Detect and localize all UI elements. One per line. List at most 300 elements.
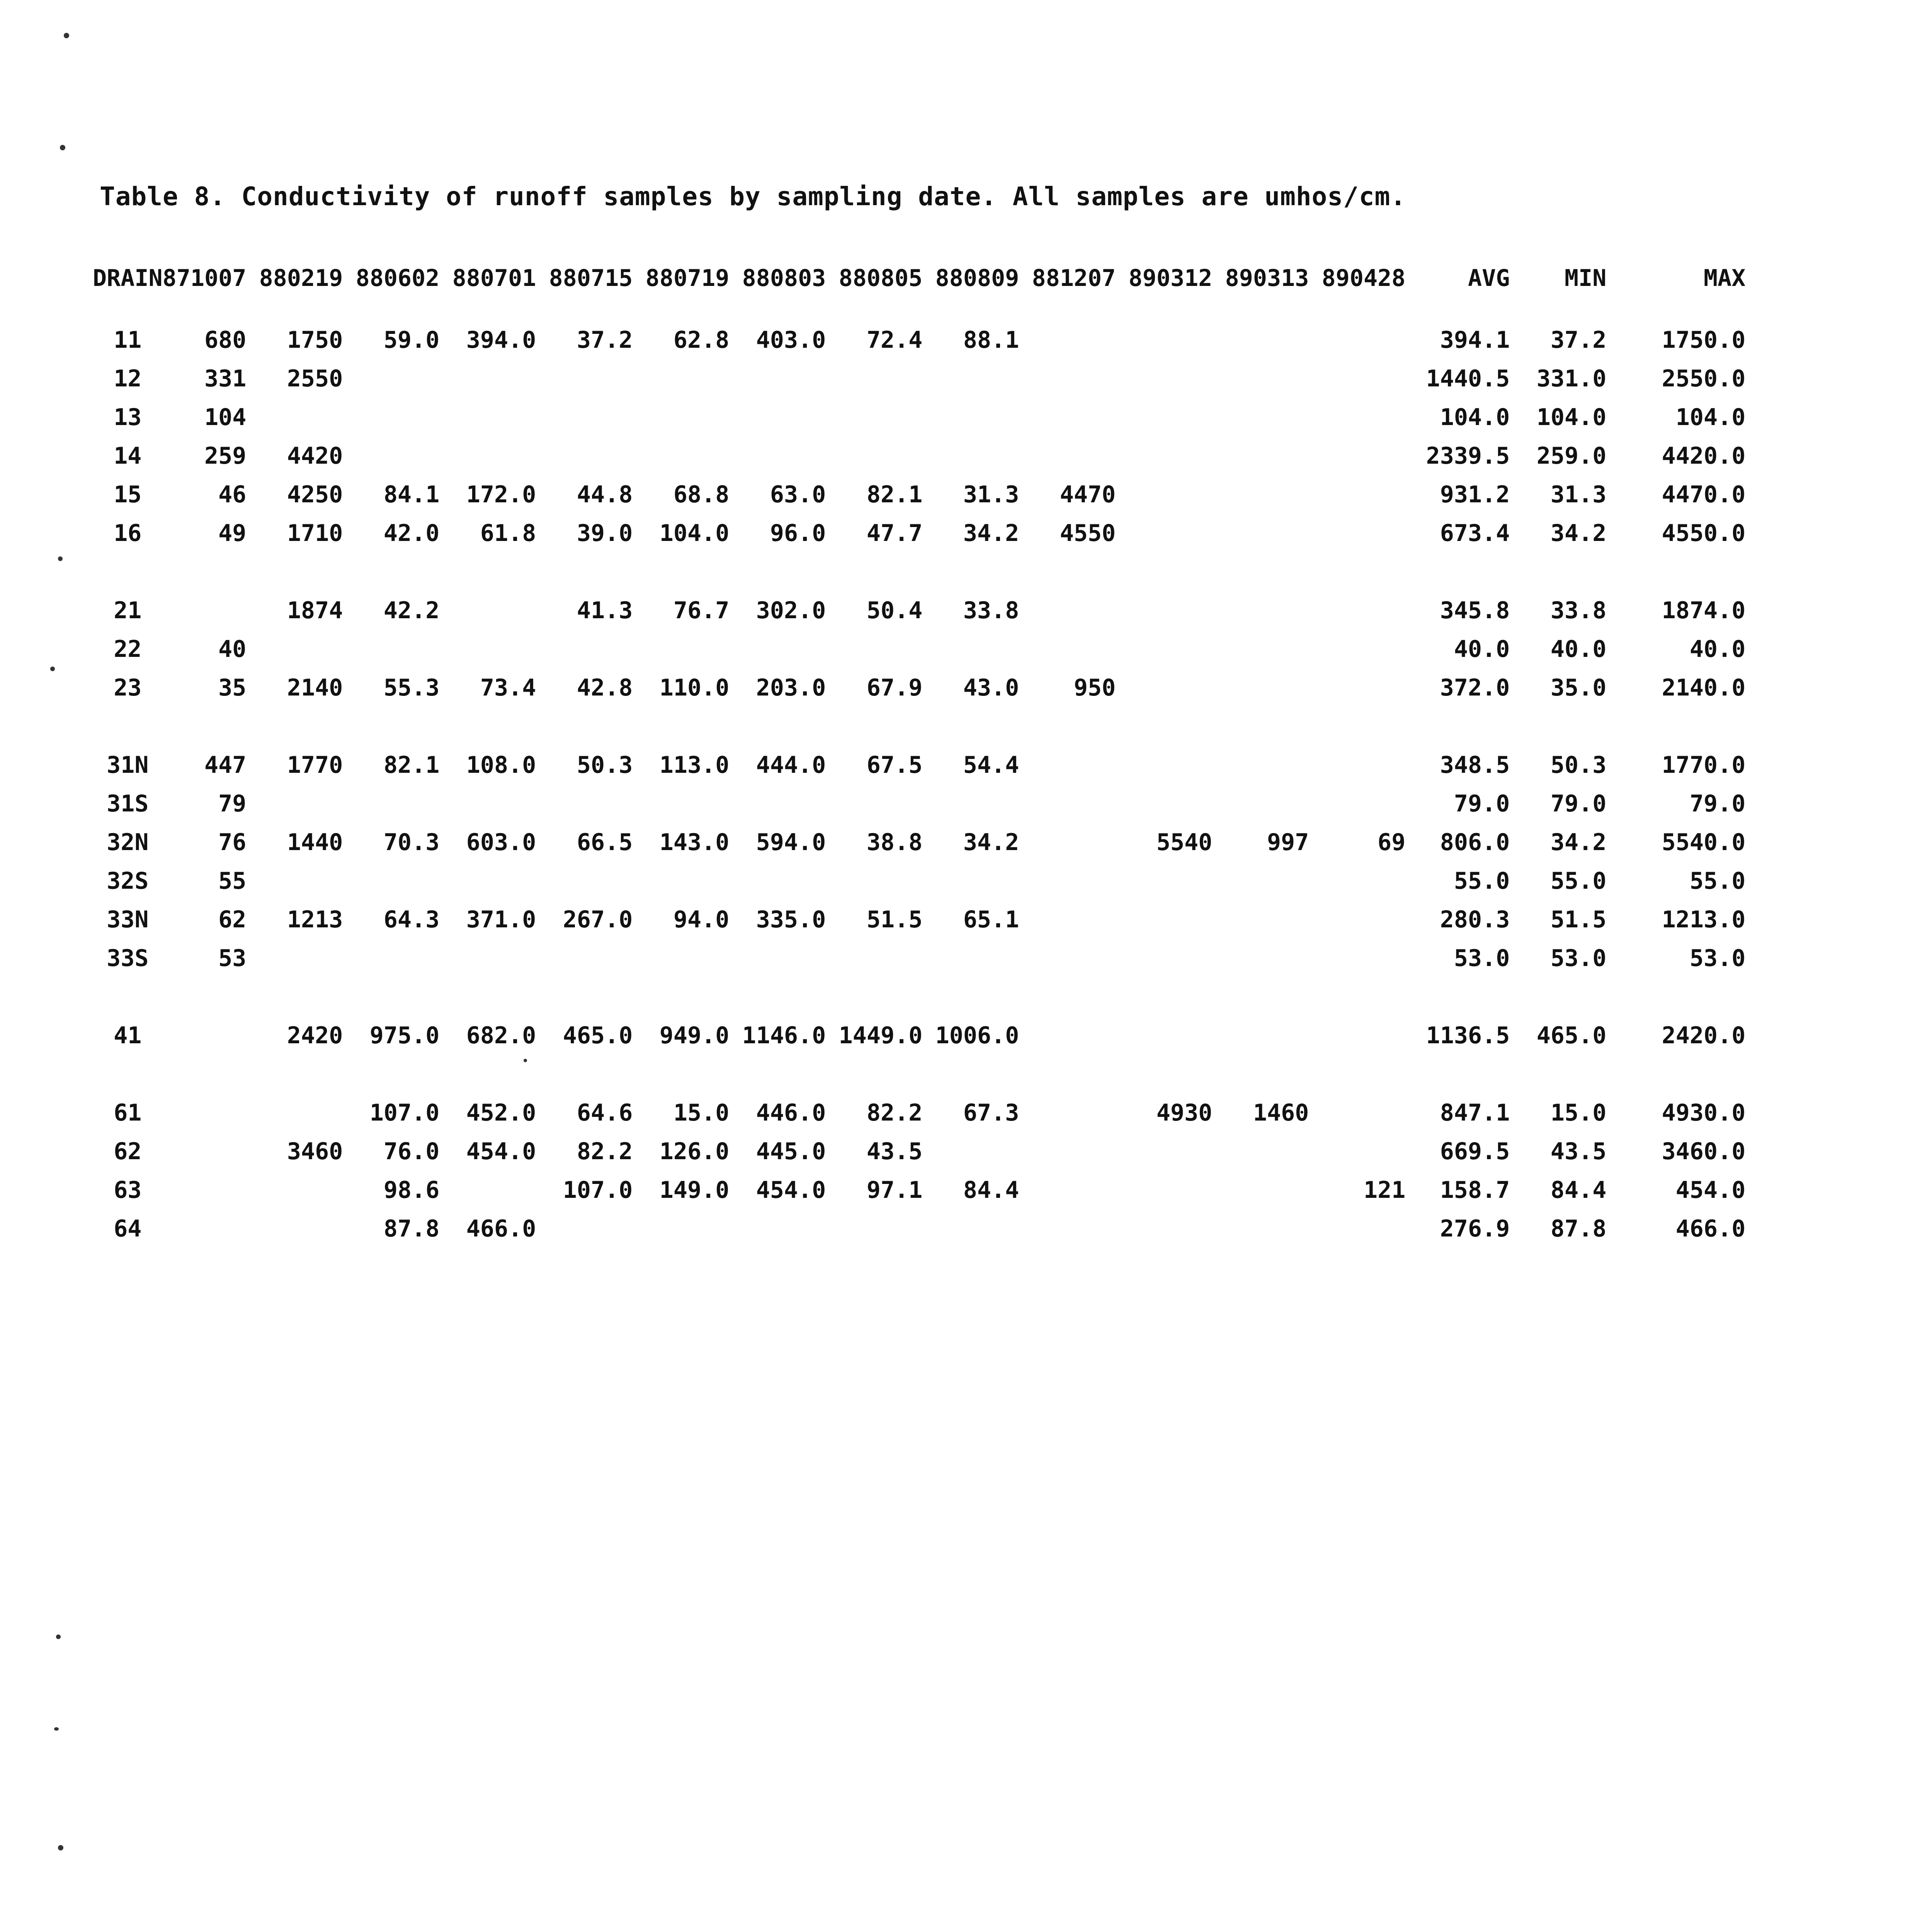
value-cell: 104.0 <box>1675 404 1746 431</box>
scan-speck <box>50 667 55 671</box>
value-cell <box>1116 939 1212 978</box>
value-cell: 4930.0 <box>1662 1099 1746 1126</box>
value-cell: 53.0 <box>1689 945 1746 972</box>
value-cell <box>1212 591 1309 630</box>
value-cell <box>1019 784 1116 823</box>
value-cell <box>729 784 826 823</box>
value-cell <box>343 939 439 978</box>
value-cell <box>1116 630 1212 668</box>
group-spacer <box>93 707 1745 746</box>
value-cell <box>246 1209 343 1248</box>
value-cell: 345.8 <box>1440 597 1510 624</box>
value-cell <box>246 1171 343 1209</box>
value-cell: 1136.5 <box>1426 1022 1510 1049</box>
value-cell <box>1019 398 1116 437</box>
value-cell <box>1116 475 1212 514</box>
drain-cell: 32S <box>107 867 149 895</box>
value-cell: 70.3 <box>383 829 440 856</box>
value-cell <box>163 1209 247 1248</box>
value-cell <box>343 437 439 475</box>
value-cell: 444.0 <box>756 752 826 779</box>
value-cell <box>1116 746 1212 784</box>
table-row <box>93 900 1745 939</box>
value-cell: 682.0 <box>466 1022 536 1049</box>
value-cell: 63.0 <box>770 481 826 508</box>
value-cell: 82.1 <box>383 752 440 779</box>
value-cell: 104.0 <box>1440 404 1510 431</box>
value-cell: 82.1 <box>866 481 923 508</box>
col-header: 880219 <box>259 265 343 292</box>
value-cell <box>826 1209 922 1248</box>
value-cell: 79.0 <box>1550 790 1607 817</box>
value-cell: 2550.0 <box>1662 365 1746 392</box>
drain-cell: 13 <box>114 404 142 431</box>
value-cell: 680 <box>204 327 247 354</box>
value-cell <box>1309 784 1405 823</box>
value-cell: 158.7 <box>1440 1177 1510 1204</box>
table-row <box>93 514 1745 553</box>
value-cell: 446.0 <box>756 1099 826 1126</box>
value-cell: 5540.0 <box>1662 829 1746 856</box>
drain-cell: 12 <box>114 365 142 392</box>
value-cell: 121 <box>1364 1177 1406 1204</box>
value-cell <box>536 398 633 437</box>
value-cell <box>1116 398 1212 437</box>
drain-cell: 41 <box>114 1022 142 1049</box>
scan-speck <box>64 33 69 38</box>
drain-cell: 16 <box>114 520 142 547</box>
table-row <box>93 1171 1745 1209</box>
value-cell: 669.5 <box>1440 1138 1510 1165</box>
value-cell: 43.0 <box>963 674 1019 701</box>
value-cell <box>826 398 922 437</box>
table-row <box>93 862 1745 900</box>
value-cell: 50.3 <box>577 752 633 779</box>
value-cell <box>1309 900 1405 939</box>
table-caption: Table 8. Conductivity of runoff samples by sampling date. All samples are umhos/cm. <box>100 182 1406 211</box>
value-cell <box>729 437 826 475</box>
value-cell: 394.1 <box>1440 327 1510 354</box>
value-cell: 4550 <box>1060 520 1116 547</box>
value-cell: 76.0 <box>383 1138 440 1165</box>
value-cell: 950 <box>1074 674 1116 701</box>
value-cell <box>1019 359 1116 398</box>
value-cell <box>633 784 729 823</box>
table-row <box>93 1132 1745 1171</box>
value-cell <box>633 630 729 668</box>
value-cell <box>343 784 439 823</box>
value-cell <box>1116 359 1212 398</box>
value-cell <box>1309 746 1405 784</box>
scan-speck <box>54 1727 59 1731</box>
value-cell <box>1116 514 1212 553</box>
table-row <box>93 939 1745 978</box>
value-cell: 40.0 <box>1454 636 1510 663</box>
col-header: DRAIN <box>93 265 163 292</box>
value-cell: 465.0 <box>1536 1022 1607 1049</box>
value-cell: 4550.0 <box>1662 520 1746 547</box>
value-cell: 454.0 <box>466 1138 536 1165</box>
value-cell <box>343 359 439 398</box>
value-cell: 445.0 <box>756 1138 826 1165</box>
value-cell: 67.9 <box>866 674 923 701</box>
value-cell: 51.5 <box>866 906 923 933</box>
value-cell: 107.0 <box>369 1099 440 1126</box>
value-cell: 40 <box>218 636 247 663</box>
value-cell: 68.8 <box>673 481 730 508</box>
value-cell: 113.0 <box>659 752 730 779</box>
value-cell <box>1309 1094 1405 1132</box>
value-cell: 88.1 <box>963 327 1019 354</box>
value-cell <box>633 437 729 475</box>
value-cell: 69 <box>1378 829 1406 856</box>
value-cell <box>1212 784 1309 823</box>
value-cell: 348.5 <box>1440 752 1510 779</box>
value-cell: 72.4 <box>866 327 923 354</box>
value-cell <box>1116 1209 1212 1248</box>
drain-cell: 31N <box>107 752 149 779</box>
value-cell: 4250 <box>287 481 343 508</box>
value-cell: 38.8 <box>866 829 923 856</box>
col-header: AVG <box>1468 265 1510 292</box>
value-cell: 46 <box>218 481 247 508</box>
value-cell: 55 <box>218 867 247 895</box>
drain-cell: 63 <box>114 1177 142 1204</box>
value-cell <box>633 939 729 978</box>
value-cell <box>1116 591 1212 630</box>
value-cell <box>246 784 343 823</box>
value-cell <box>1212 1132 1309 1171</box>
value-cell <box>826 939 922 978</box>
value-cell <box>1019 1016 1116 1055</box>
drain-cell: 31S <box>107 790 149 817</box>
col-header: 880803 <box>742 265 826 292</box>
value-cell <box>1116 668 1212 707</box>
value-cell <box>163 1171 247 1209</box>
value-cell <box>246 398 343 437</box>
value-cell: 53.0 <box>1550 945 1607 972</box>
value-cell <box>343 630 439 668</box>
value-cell <box>1212 939 1309 978</box>
value-cell: 2140 <box>287 674 343 701</box>
table-row <box>93 668 1745 707</box>
value-cell <box>1212 321 1309 359</box>
table-row <box>93 321 1745 359</box>
value-cell: 42.2 <box>383 597 440 624</box>
table-row <box>93 823 1745 862</box>
value-cell: 84.4 <box>1550 1177 1607 1204</box>
value-cell: 2140.0 <box>1662 674 1746 701</box>
value-cell: 33.8 <box>1550 597 1607 624</box>
value-cell: 104.0 <box>659 520 730 547</box>
value-cell: 2339.5 <box>1426 442 1510 469</box>
value-cell: 1750 <box>287 327 343 354</box>
value-cell <box>826 784 922 823</box>
value-cell <box>1309 359 1405 398</box>
value-cell: 1874 <box>287 597 343 624</box>
value-cell: 104 <box>204 404 247 431</box>
table-row <box>93 1209 1745 1248</box>
drain-cell: 23 <box>114 674 142 701</box>
table-row <box>93 746 1745 784</box>
value-cell <box>1019 437 1116 475</box>
value-cell <box>1309 939 1405 978</box>
value-cell <box>922 398 1019 437</box>
value-cell: 3460 <box>287 1138 343 1165</box>
col-header: MIN <box>1565 265 1607 292</box>
col-header: 880701 <box>452 265 536 292</box>
value-cell <box>439 1171 536 1209</box>
value-cell: 372.0 <box>1440 674 1510 701</box>
value-cell: 1750.0 <box>1662 327 1746 354</box>
value-cell <box>439 359 536 398</box>
table-row <box>93 1094 1745 1132</box>
value-cell <box>1019 939 1116 978</box>
value-cell: 50.4 <box>866 597 923 624</box>
value-cell: 331.0 <box>1536 365 1607 392</box>
value-cell: 55.3 <box>383 674 440 701</box>
value-cell <box>1309 475 1405 514</box>
value-cell: 40.0 <box>1550 636 1607 663</box>
value-cell <box>1019 1171 1116 1209</box>
value-cell: 39.0 <box>577 520 633 547</box>
value-cell: 447 <box>204 752 247 779</box>
value-cell <box>1019 1209 1116 1248</box>
value-cell: 5540 <box>1156 829 1213 856</box>
col-header: 880805 <box>838 265 923 292</box>
value-cell <box>1309 630 1405 668</box>
value-cell: 34.2 <box>1550 829 1607 856</box>
value-cell <box>1309 1016 1405 1055</box>
group-spacer <box>93 1055 1745 1094</box>
header-spacer <box>93 298 1745 321</box>
value-cell: 975.0 <box>369 1022 440 1049</box>
value-cell: 1460 <box>1253 1099 1309 1126</box>
value-cell <box>1019 746 1116 784</box>
col-header: 890312 <box>1128 265 1213 292</box>
col-header: 880809 <box>935 265 1019 292</box>
value-cell: 108.0 <box>466 752 536 779</box>
col-header: MAX <box>1704 265 1746 292</box>
value-cell <box>826 437 922 475</box>
value-cell: 42.0 <box>383 520 440 547</box>
value-cell <box>439 591 536 630</box>
value-cell <box>1212 630 1309 668</box>
value-cell <box>1309 668 1405 707</box>
value-cell <box>536 359 633 398</box>
value-cell <box>1019 1094 1116 1132</box>
value-cell: 34.2 <box>963 829 1019 856</box>
value-cell: 107.0 <box>563 1177 633 1204</box>
scan-speck <box>524 1059 527 1062</box>
value-cell: 79.0 <box>1454 790 1510 817</box>
col-header: 890313 <box>1225 265 1309 292</box>
value-cell: 465.0 <box>563 1022 633 1049</box>
drain-cell: 62 <box>114 1138 142 1165</box>
value-cell: 276.9 <box>1440 1215 1510 1242</box>
value-cell: 454.0 <box>756 1177 826 1204</box>
value-cell <box>1212 1171 1309 1209</box>
value-cell: 104.0 <box>1536 404 1607 431</box>
value-cell: 40.0 <box>1689 636 1746 663</box>
value-cell <box>246 862 343 900</box>
value-cell: 73.4 <box>480 674 536 701</box>
col-header: 871007 <box>162 265 247 292</box>
value-cell <box>826 630 922 668</box>
value-cell <box>536 862 633 900</box>
value-cell <box>1116 321 1212 359</box>
value-cell: 67.3 <box>963 1099 1019 1126</box>
value-cell: 259 <box>204 442 247 469</box>
value-cell <box>1019 591 1116 630</box>
value-cell: 1449.0 <box>838 1022 923 1049</box>
value-cell <box>1309 437 1405 475</box>
value-cell: 15.0 <box>673 1099 730 1126</box>
scan-speck <box>58 556 63 561</box>
value-cell <box>1212 359 1309 398</box>
table-row <box>93 784 1745 823</box>
header-row <box>93 259 1745 298</box>
value-cell: 2420 <box>287 1022 343 1049</box>
value-cell <box>163 1094 247 1132</box>
value-cell: 47.7 <box>866 520 923 547</box>
value-cell: 1874.0 <box>1662 597 1746 624</box>
value-cell <box>439 784 536 823</box>
value-cell: 673.4 <box>1440 520 1510 547</box>
value-cell <box>922 1209 1019 1248</box>
value-cell: 98.6 <box>383 1177 440 1204</box>
value-cell <box>1212 398 1309 437</box>
drain-cell: 64 <box>114 1215 142 1242</box>
value-cell <box>1212 437 1309 475</box>
value-cell: 149.0 <box>659 1177 730 1204</box>
table-row <box>93 359 1745 398</box>
value-cell: 79 <box>218 790 247 817</box>
value-cell: 53 <box>218 945 247 972</box>
value-cell: 55.0 <box>1454 867 1510 895</box>
value-cell: 61.8 <box>480 520 536 547</box>
value-cell: 452.0 <box>466 1099 536 1126</box>
value-cell: 37.2 <box>577 327 633 354</box>
value-cell <box>439 862 536 900</box>
value-cell <box>633 398 729 437</box>
value-cell: 371.0 <box>466 906 536 933</box>
value-cell: 96.0 <box>770 520 826 547</box>
value-cell: 87.8 <box>383 1215 440 1242</box>
value-cell: 37.2 <box>1550 327 1607 354</box>
value-cell <box>729 398 826 437</box>
value-cell <box>1019 321 1116 359</box>
value-cell <box>536 784 633 823</box>
value-cell <box>633 862 729 900</box>
value-cell: 594.0 <box>756 829 826 856</box>
value-cell: 302.0 <box>756 597 826 624</box>
value-cell: 43.5 <box>866 1138 923 1165</box>
value-cell: 53.0 <box>1454 945 1510 972</box>
value-cell: 1146.0 <box>742 1022 826 1049</box>
table-body <box>93 298 1745 1248</box>
value-cell <box>1212 668 1309 707</box>
value-cell: 55.0 <box>1550 867 1607 895</box>
value-cell: 454.0 <box>1675 1177 1746 1204</box>
value-cell: 66.5 <box>577 829 633 856</box>
value-cell <box>1019 1132 1116 1171</box>
value-cell: 34.2 <box>963 520 1019 547</box>
value-cell <box>1212 475 1309 514</box>
value-cell: 35.0 <box>1550 674 1607 701</box>
value-cell <box>1309 321 1405 359</box>
value-cell: 62 <box>218 906 247 933</box>
value-cell: 41.3 <box>577 597 633 624</box>
drain-cell: 33S <box>107 945 149 972</box>
value-cell: 603.0 <box>466 829 536 856</box>
value-cell: 4930 <box>1156 1099 1213 1126</box>
value-cell <box>1116 437 1212 475</box>
drain-cell: 32N <box>107 829 149 856</box>
value-cell: 847.1 <box>1440 1099 1510 1126</box>
value-cell: 466.0 <box>1675 1215 1746 1242</box>
value-cell <box>1116 1132 1212 1171</box>
value-cell: 931.2 <box>1440 481 1510 508</box>
table-row <box>93 398 1745 437</box>
value-cell: 4420 <box>287 442 343 469</box>
scan-speck <box>60 145 65 150</box>
value-cell: 84.1 <box>383 481 440 508</box>
value-cell: 84.4 <box>963 1177 1019 1204</box>
value-cell <box>343 862 439 900</box>
value-cell: 35 <box>218 674 247 701</box>
value-cell <box>729 630 826 668</box>
value-cell: 4470.0 <box>1662 481 1746 508</box>
value-cell: 59.0 <box>383 327 440 354</box>
value-cell <box>1212 746 1309 784</box>
value-cell <box>922 630 1019 668</box>
value-cell: 33.8 <box>963 597 1019 624</box>
value-cell <box>1309 1132 1405 1171</box>
value-cell <box>343 398 439 437</box>
drain-cell: 33N <box>107 906 149 933</box>
value-cell: 43.5 <box>1550 1138 1607 1165</box>
value-cell <box>1212 1016 1309 1055</box>
value-cell <box>536 1209 633 1248</box>
value-cell: 126.0 <box>659 1138 730 1165</box>
value-cell <box>729 359 826 398</box>
value-cell: 1710 <box>287 520 343 547</box>
value-cell: 34.2 <box>1550 520 1607 547</box>
value-cell <box>1116 900 1212 939</box>
value-cell <box>1309 1209 1405 1248</box>
value-cell: 82.2 <box>866 1099 923 1126</box>
value-cell: 62.8 <box>673 327 730 354</box>
value-cell: 64.3 <box>383 906 440 933</box>
value-cell <box>1019 862 1116 900</box>
value-cell: 31.3 <box>963 481 1019 508</box>
value-cell <box>1212 1209 1309 1248</box>
value-cell: 15.0 <box>1550 1099 1607 1126</box>
value-cell: 394.0 <box>466 327 536 354</box>
value-cell: 51.5 <box>1550 906 1607 933</box>
value-cell <box>1212 862 1309 900</box>
col-header: 881207 <box>1032 265 1116 292</box>
value-cell <box>729 939 826 978</box>
value-cell: 1213 <box>287 906 343 933</box>
value-cell: 2420.0 <box>1662 1022 1746 1049</box>
value-cell: 64.6 <box>577 1099 633 1126</box>
value-cell <box>439 630 536 668</box>
value-cell: 1006.0 <box>935 1022 1019 1049</box>
table-row <box>93 630 1745 668</box>
value-cell: 143.0 <box>659 829 730 856</box>
